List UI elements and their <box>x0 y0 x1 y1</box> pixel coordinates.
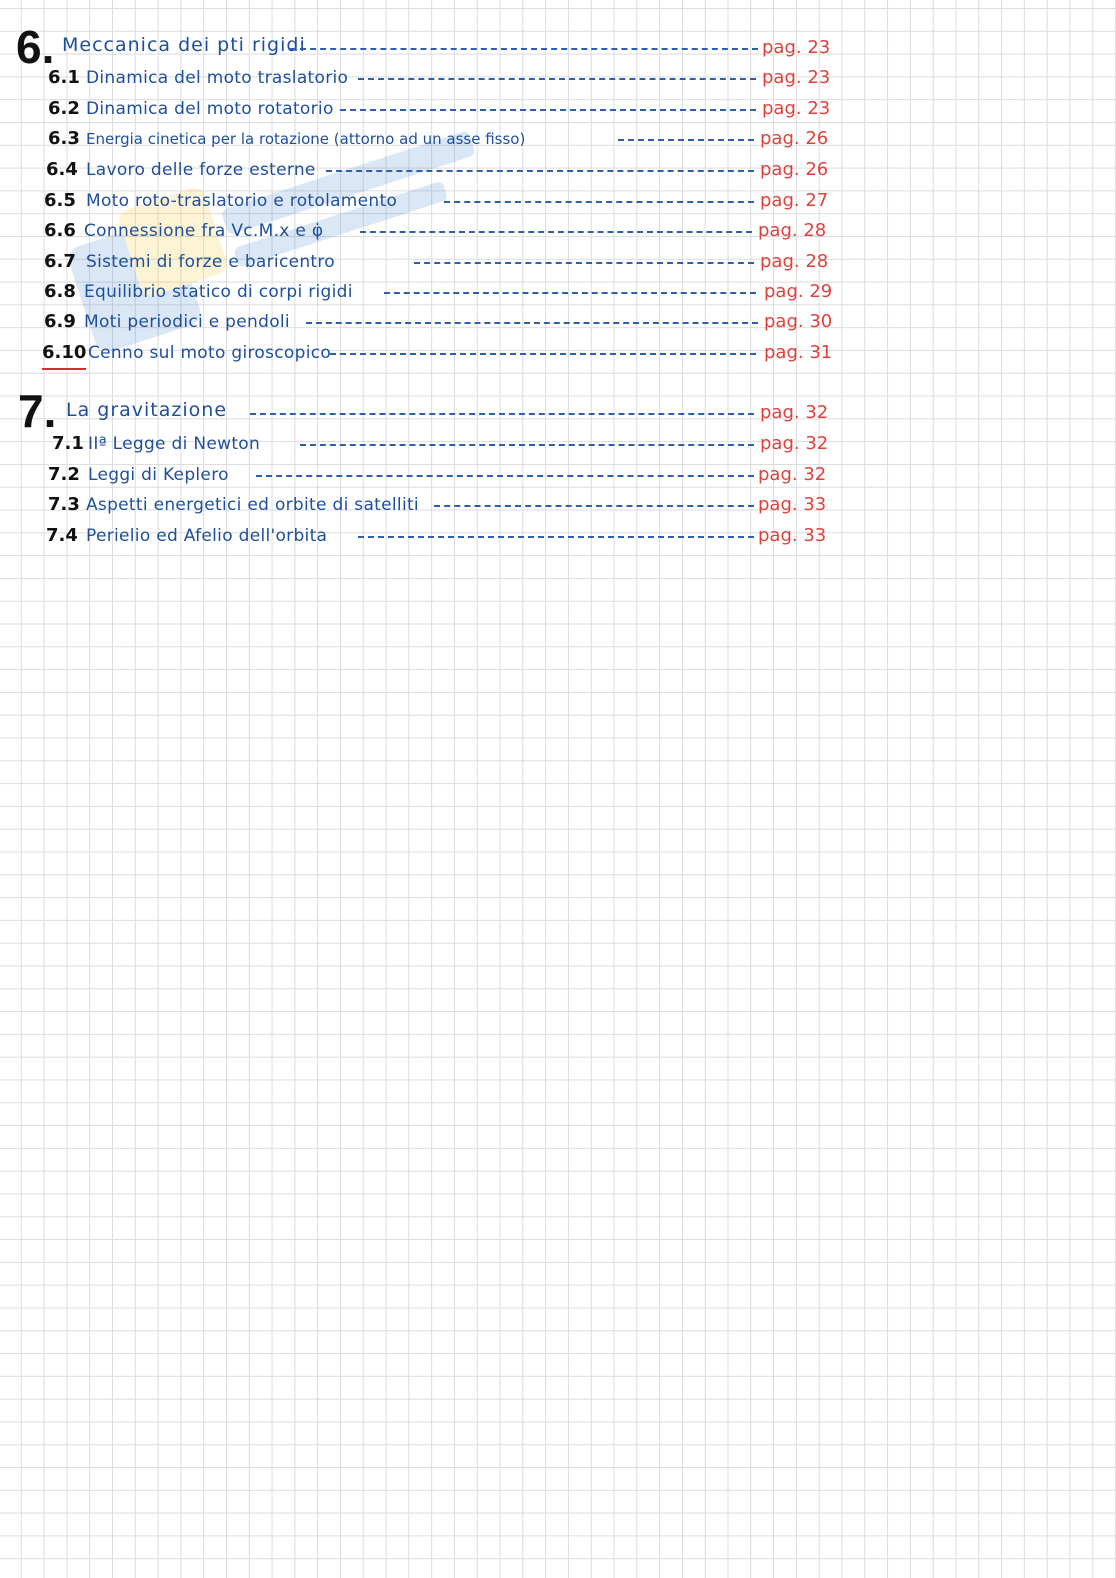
toc-section-6-10[interactable] <box>42 338 846 368</box>
section-title: Moti periodici e pendoli <box>84 312 290 332</box>
section-page: pag. 23 <box>762 98 831 119</box>
toc-section-7-3[interactable] <box>48 490 848 520</box>
section-number: 6.2 <box>48 98 80 119</box>
section-title: Dinamica del moto traslatorio <box>86 68 349 88</box>
section-number: 6.9 <box>44 311 76 332</box>
section-page: pag. 32 <box>758 464 827 485</box>
section-number: 6.3 <box>48 128 80 149</box>
section-title: Equilibrio statico di corpi rigidi <box>84 282 353 302</box>
section-page: pag. 27 <box>760 190 829 211</box>
dotted-leader <box>306 322 758 324</box>
section-page: pag. 28 <box>758 220 827 241</box>
chapter-6-number: 6. <box>16 21 55 73</box>
dotted-leader <box>384 292 756 294</box>
toc-section-6-4[interactable] <box>46 155 846 185</box>
chapter-7-title: La gravitazione <box>66 399 228 421</box>
section-number: 7.1 <box>52 433 84 454</box>
toc-section-6-9[interactable] <box>44 307 846 337</box>
toc-chapter-6[interactable] <box>60 33 850 63</box>
section-title: Moto roto-traslatorio e rotolamento <box>86 191 398 211</box>
section-title: IIª Legge di Newton <box>88 434 261 454</box>
dotted-leader <box>250 413 754 415</box>
section-number: 7.2 <box>48 464 80 485</box>
dotted-leader <box>444 201 754 203</box>
toc-section-6-7[interactable] <box>44 247 846 277</box>
dotted-leader <box>360 231 752 233</box>
toc-section-7-1[interactable] <box>52 429 848 459</box>
toc-chapter-7[interactable] <box>64 398 848 428</box>
toc-section-6-2[interactable] <box>48 94 848 124</box>
dotted-leader <box>340 109 756 111</box>
section-number: 7.3 <box>48 494 80 515</box>
section-page: pag. 31 <box>764 342 833 363</box>
section-title: Cenno sul moto giroscopico <box>88 343 332 363</box>
section-number: 6.6 <box>44 220 76 241</box>
dotted-leader <box>326 170 754 172</box>
section-title: Leggi di Keplero <box>88 465 229 485</box>
toc-section-7-4[interactable] <box>46 521 848 551</box>
section-number: 6.10 <box>42 338 86 370</box>
toc-section-6-8[interactable] <box>44 277 846 307</box>
section-page: pag. 29 <box>764 281 833 302</box>
section-page: pag. 23 <box>762 67 831 88</box>
chapter-6-title: Meccanica dei pti rigidi <box>62 34 306 56</box>
chapter-7-number: 7. <box>18 385 57 437</box>
section-page: pag. 26 <box>760 128 829 149</box>
chapter-7-page: pag. 32 <box>760 402 829 423</box>
toc-section-6-3[interactable] <box>48 124 848 154</box>
dotted-leader <box>300 444 754 446</box>
section-page: pag. 30 <box>764 311 833 332</box>
dotted-leader <box>434 505 754 507</box>
section-title: Energia cinetica per la rotazione (attorno ad un asse fisso) <box>86 130 526 148</box>
dotted-leader <box>618 139 754 141</box>
section-number: 7.4 <box>46 525 78 546</box>
toc-section-6-1[interactable] <box>48 63 848 93</box>
section-number: 6.1 <box>48 67 80 88</box>
dotted-leader <box>358 536 754 538</box>
section-page: pag. 32 <box>760 433 829 454</box>
dotted-leader <box>330 353 756 355</box>
section-page: pag. 28 <box>760 251 829 272</box>
section-number: 6.5 <box>44 190 76 211</box>
dotted-leader <box>414 262 754 264</box>
section-number: 6.8 <box>44 281 76 302</box>
toc-section-6-6[interactable] <box>44 216 846 246</box>
section-number: 6.4 <box>46 159 78 180</box>
section-title: Connessione fra Vc.M.x e φ̇ <box>84 221 324 241</box>
dotted-leader <box>358 78 756 80</box>
toc-section-7-2[interactable] <box>48 460 848 490</box>
section-title: Perielio ed Afelio dell'orbita <box>86 526 328 546</box>
section-number: 6.7 <box>44 251 76 272</box>
section-title: Sistemi di forze e baricentro <box>86 252 336 272</box>
dotted-leader <box>290 48 758 50</box>
section-page: pag. 26 <box>760 159 829 180</box>
section-page: pag. 33 <box>758 494 827 515</box>
chapter-6-page: pag. 23 <box>762 37 831 58</box>
section-title: Aspetti energetici ed orbite di satelliti <box>86 495 419 515</box>
section-title: Lavoro delle forze esterne <box>86 160 316 180</box>
toc-section-6-5[interactable] <box>44 186 846 216</box>
dotted-leader <box>256 475 754 477</box>
section-page: pag. 33 <box>758 525 827 546</box>
section-title: Dinamica del moto rotatorio <box>86 99 334 119</box>
